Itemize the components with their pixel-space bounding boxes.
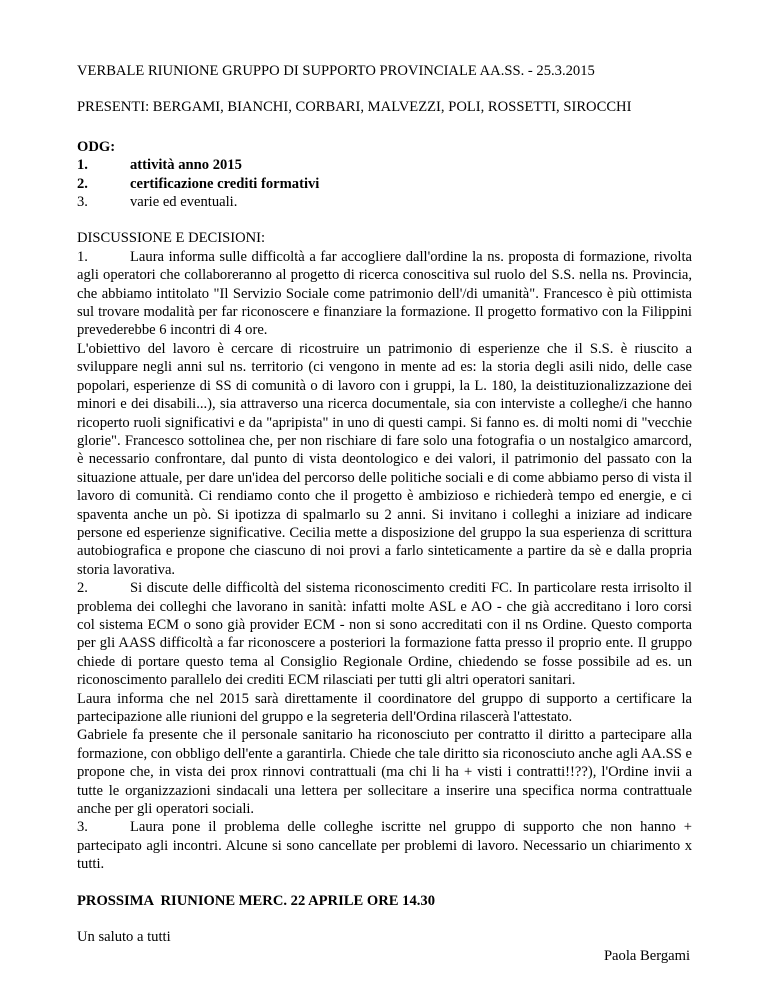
paragraph-text: Si discute delle difficoltà del sistema riconoscimento crediti FC. In particolare resta irrisolto il problema dei colleghi che lavorano in sanità: infatti molte ASL e AO - che già accreditano i loro corsi col sistema ECM o sono già provider ECM - non si sono accreditati con il ns Ordine. Questo comporta per gli AASS difficoltà a far riconoscere a posteriori la formazione fatta presso il proprio ente. Il gruppo chiede di portare questo tema al Consiglio Regionale Ordine, chiedendo se fosse possibile ad es. un riconoscimento parallelo dei crediti ECM rilasciati per tutti gli altri operatori sanitari. [77, 580, 692, 689]
paragraph-text: Laura informa sulle difficoltà a far accogliere dall'ordine la ns. proposta di formazione, rivolta agli operatori che collaboreranno al progetto di ricerca conoscitiva sul ruolo del S.S. nella ns. Provincia, che abbiamo intitolato "Il Servizio Sociale come patrimonio dell'/di umanità". Francesco è più ottimista sul trovare modalità per far riconoscere e finanziare la formazione. Il progetto formativo con la Filippini prevederebbe 6 incontri di 4 ore. [77, 248, 692, 339]
next-meeting: PROSSIMA RIUNIONE MERC. 22 APRILE ORE 14.30 [77, 892, 435, 909]
point-number: 3. [77, 819, 88, 836]
agenda-item [77, 175, 692, 193]
agenda-item-text: attività anno 2015 [130, 157, 242, 174]
agenda-item-number: 3. [77, 194, 88, 211]
point-number: 2. [77, 580, 88, 597]
document-title: VERBALE RIUNIONE GRUPPO DI SUPPORTO PROVINCIALE AA.SS. - 25.3.2015 [77, 63, 595, 79]
discussion-heading: DISCUSSIONE E DECISIONI: [77, 230, 266, 247]
discussion-paragraph: Gabriele fa presente che il personale sanitario ha riconosciuto per contratto il diritto a partecipare alla formazione, con obbligo dell'ente a garantirla. Chiede che tale diritto sia riconosciuto anche agli AA.SS e propone che, in vista dei prox rinnovi contrattuali (ma chi li ha + visti i contratti!!??), l'Ordine invii a tutte le organizzazioni sindacali una lettera per sollecitare a inserire una specifica norma contrattuale anche per gli operatori sociali. [77, 727, 692, 818]
attendees-line: PRESENTI: BERGAMI, BIANCHI, CORBARI, MALVEZZI, POLI, ROSSETTI, SIROCCHI [77, 99, 632, 116]
agenda-heading: ODG: [77, 138, 116, 155]
agenda-item-number: 1. [77, 157, 88, 174]
document-page [77, 62, 692, 966]
agenda-item-text: varie ed eventuali. [130, 194, 238, 211]
discussion-point-2 [77, 579, 692, 689]
paragraph-text: Laura pone il problema delle colleghe iscritte nel gruppo di supporto che non hanno + partecipato agli incontri. Alcune si sono cancellate per problemi di lavoro. Necessario un chiarimento x tutti. [77, 819, 692, 873]
agenda-item-number: 2. [77, 175, 88, 192]
discussion-paragraph: L'obiettivo del lavoro è cercare di ricostruire un patrimonio di esperienze che il S.S. è riuscito a sviluppare negli anni sul ns. territorio (ci vengono in mente ad es: la storia degli asili nido, delle case popolari, esperienze di SS di comunità o di lavoro con i gruppi, la L. 180, la deistituzionalizzazione dei minori e dei disabili...), sia attraverso una ricerca documentale, sia con interviste a colleghe/i che hanno ricoperto ruoli significativi e da "apripista" in uno di questi campi. Si fanno es. di molti nomi di "vecchie glorie". Francesco sottolinea che, per non rischiare di fare solo una fotografia o un nostalgico amarcord, è necessario confrontare, dal punto di vista deontologico e dei valori, il patrimonio del passato con la situazione attuale, per dare un'idea del percorso delle politiche sociali e di come abbiamo perso di vista il lavoro di comunità. Ci rendiamo conto che il progetto è ambizioso e richiederà tempo ed energie, e ci spaventa anche un pò. Si ipotizza di spalmarlo su 2 anni. Si invitano i colleghi a iniziare ad indicare persone ed esperienze significative. Cecilia mette a disposizione del gruppo la sua esperienza di scrittura autobiografica e propone che ciascuno di noi provi a farlo sinteticamente a partire da sè e dalla propria storia lavorativa. [77, 340, 692, 578]
point-number: 1. [77, 248, 88, 265]
discussion-paragraph: Laura informa che nel 2015 sarà direttamente il coordinatore del gruppo di supporto a certificare la partecipazione alle riunioni del gruppo e la segreteria dell'Ordina rilascerà l'attestato. [77, 690, 692, 725]
agenda-item-text: certificazione crediti formativi [130, 175, 320, 192]
discussion-section [77, 229, 692, 873]
discussion-point-3 [77, 818, 692, 873]
signature: Paola Bergami [603, 948, 690, 965]
greeting: Un saluto a tutti [77, 929, 171, 946]
agenda-item [77, 156, 692, 174]
agenda [77, 138, 692, 212]
discussion-point-1 [77, 248, 692, 340]
agenda-item [77, 193, 692, 211]
